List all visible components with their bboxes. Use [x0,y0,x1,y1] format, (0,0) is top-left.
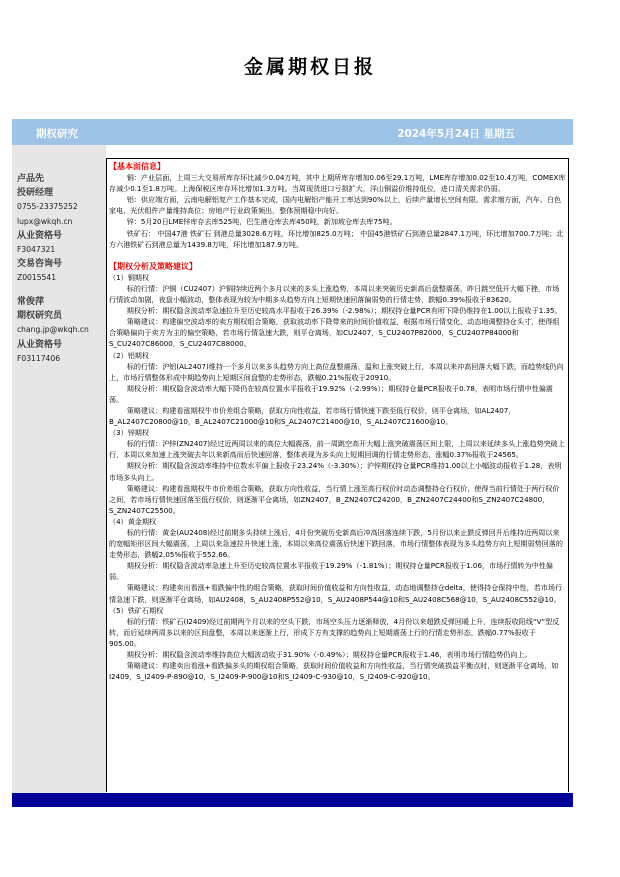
footer-bar [12,793,573,807]
iron-ore-strategy: 策略建议：构建卖出看涨+看跌偏多头的期权组合策略，获取时间价值收益和方向性收益，当行情突破损益平衡点时，则逐渐平仓离场，如I2409，S_I2409-P-890@10，S_I2409-P-900@10和S_I2409-C-930@10，S_I2409-C-920@10。 [109,661,559,682]
consult-number: Z0015541 [17,273,57,283]
author-card [17,172,78,286]
section-title-aluminum: （2）铝期权 [109,350,149,360]
copper-strategy: 策略建议：构建偏空波动率的卖方期权组合策略，获取波动率下降带来的时间价值收益，根据市场行情变化，动态地调整持仓头寸，使得组合策略偏向于卖方为主的偏空策略，若市场行情急速大跌，则平仓离场，如CU2407，S_CU2407P82000，S_CU2407P84000和S_CU2407C86000，S_CU2407C88000。 [109,317,560,349]
section-title-zinc: （3）锌期权 [109,428,149,438]
gold-strategy: 策略建议：构建卖出看涨+看跌偏中性的组合策略，获取时间价值收益和方向性收益，动态地调整持仓delta，使得持仓保持中性，若市场行情急速下跌，则逐渐平仓离场，如AU2408，S_AU2408P552@10，S_AU2408P544@10和S_AU2408C568@10，S_AU2408C552@10。 [109,583,563,604]
author-phone: 0755-23375252 [17,202,78,212]
aluminum-market: 标的行情：沪铝(AL2407)维持一个多月以来多头趋势方向上高位盘整震荡，温和上涨突破上行，本周以来冲高回落大幅下跌，而趋势线仍向上，市场行情整体形成中期趋势向上短期区间盘整的走势形态，跌幅0.21%报收于20910。 [109,361,564,382]
fundamentals-heading: 【基本面信息】 [109,162,165,171]
aluminum-analysis: 期权分析：期权隐含波动率大幅下降仍在较高位置水平报收于19.92%（-2.99%）；期权持仓量PCR报收于0.78，表明市场行情中性偏震荡。 [109,383,553,404]
fundamentals-copper: 铜：产业层面，上周三大交易所库存环比减少0.04万吨，其中上期所库存增加0.06至29.1万吨，LME库存增加0.02至10.4万吨，COMEX库存减少0.1至1.8万吨。上海保税区库存环比增加1.3万吨。当周现货进口亏损扩大，洋山铜溢价维持低位，进口清关需求仍弱。 [109,173,566,194]
zinc-analysis: 期权分析：期权隐含波动率维持中位数水平偏上报收于23.24%（-3.30%）；沪锌期权持仓量PCR维持1.00以上小幅波动报收于1.28，表明市场多头向上。 [109,461,562,482]
fundamentals-zinc: 锌：5月20日LME锌库存去库525吨，巴生港仓库去库450吨，新加坡仓库去库75吨。 [126,217,397,227]
author-email[interactable]: chang.jp@wkqh.cn [17,325,89,335]
iron-ore-market: 标的行情：铁矿石(I2409)经过前期两个月以来的空头下跌，市场空头压力逐渐释放，4月份以来超跌反弹回暖上升，连续报收阳线“V”型反转，而后延续两周多以来的区间盘整，本周以来逐渐上行，形成下方有支撑的趋势向上短期震荡上行的行情走势形态，跌幅0.77%报收于905.00。 [109,616,560,648]
fundamentals-iron-ore: 铁矿石： 中国47港 铁矿石 到港总量3028.6万吨，环比增加825.0万吨； 中国45港铁矿石到港总量2847.1万吨，环比增加700.7万吨；北方六港铁矿石到港总量为1439.8万吨，环比增加187.9万吨。 [109,228,564,249]
iron-ore-analysis: 期权分析：期权隐含波动率维持高位大幅波动收于31.90%（-0.49%）；期权持仓量PCR报收于1.46，表明市场行情趋势仍向上。 [126,650,532,660]
strategy-heading: 【期权分析及策略建议】 [109,261,197,271]
zinc-market: 标的行情：沪锌(ZN2407)经过近两周以来的高位大幅震荡，前一周跳空高开大幅上涨突破震荡区间上限，上周以来延续多头上涨趋势突破上行，本周以来加速上涨突破去年以来新高而后快速回落，整体表现为多头向上短期回调的行情走势形态，涨幅0.37%报收于24565。 [109,439,565,460]
gold-market: 标的行情：黄金(AU2408)经过前期多头持续上涨后，4月份突破历史新高后冲高回落连续下跌，5月份以来止跌反弹回升后维持近两周以来的宽幅矩形区间大幅震荡，上周以来急速拉升快速上涨，本周以来高位震荡后快速下跌回落，市场行情整体表现为多头趋势方向上短期弱势回落的走势形态，跌幅2.05%报收于552.66。 [109,528,563,560]
copper-analysis: 期权分析：期权隐含波动率急速拉升至历史较高水平报收于26.39%（-2.98%）；期权持仓量PCR有所下降仍维持在1.00以上报收于1.35。 [126,306,562,316]
zinc-strategy: 策略建议：构建看涨期权牛市价差组合策略，获取方向性收益，当行情上涨至高行权价时动态调整持仓行权价，使得当前行情处于两行权价之间，若市场行情快速回落至低行权价，则逐渐平仓离场，如ZN2407，B_ZN2407C24200，B_ZN2407C24400和S_ZN2407C24800，S_ZN2407C25500。 [109,483,560,515]
section-title-iron-ore: （5）铁矿石期权 [109,605,164,615]
header-band [12,119,573,145]
author-card [17,295,89,366]
copper-market: 标的行情：沪铜（CU2407）沪铜持续近两个多月以来的多头上涨趋势，本周以来突破历史新高后盘整震荡，昨日跳空低开大幅下挫，市场行情波动加剧，夜盘小幅波动，整体表现为较为中期多头趋势方向上短期快速回落偏弱势的行情走势，跌幅0.39%报收于83620。 [109,283,560,305]
cert-number: F03117406 [17,353,61,363]
report-title: 金属期权日报 [243,56,376,78]
author-name: 常俊萍 [17,297,45,307]
cert-number: F3047321 [17,245,56,255]
section-title-gold: （4）黄金期权 [109,516,157,526]
aluminum-strategy: 策略建议：构建看涨期权牛市价差组合策略，获取方向性收益，若市场行情快速下跌至低行权价，则平仓离场，如AL2407，B_AL2407C20800@10，B_AL2407C21000@10和S_AL2407C21400@10，S_AL2407C21600@10。 [109,405,516,427]
author-role: 期权研究员 [17,311,63,322]
cert-label: 从业资格号 [17,230,63,241]
report-date: 2024年5月24日 星期五 [397,128,515,140]
author-email[interactable]: lupx@wkqh.cn [17,216,73,226]
author-name: 卢品先 [17,174,45,184]
consult-label: 交易咨询号 [17,259,63,270]
author-role: 投研经理 [17,188,54,199]
cert-label: 从业资格号 [17,339,63,350]
fundamentals-aluminum: 铝：供应端方面，云南电解铝复产工作基本完成，国内电解铝产能开工率达到90%以上，后续产量增长空间有限。需求端方面，汽车、白色家电、光伏组件产量维持高位；房地产行业政策频出，整体预期稳中向好。 [109,195,562,216]
section-title-copper: （1）铜期权 [109,272,149,282]
gold-analysis: 期权分析：期权隐含波动率急速上升至历史较高位置水平报收于19.29%（-1.81%）；期权持仓量PCR报收于1.06，市场行情转为中性偏弱。 [109,561,553,582]
report-body [106,158,569,792]
section-label: 期权研究 [36,128,78,140]
